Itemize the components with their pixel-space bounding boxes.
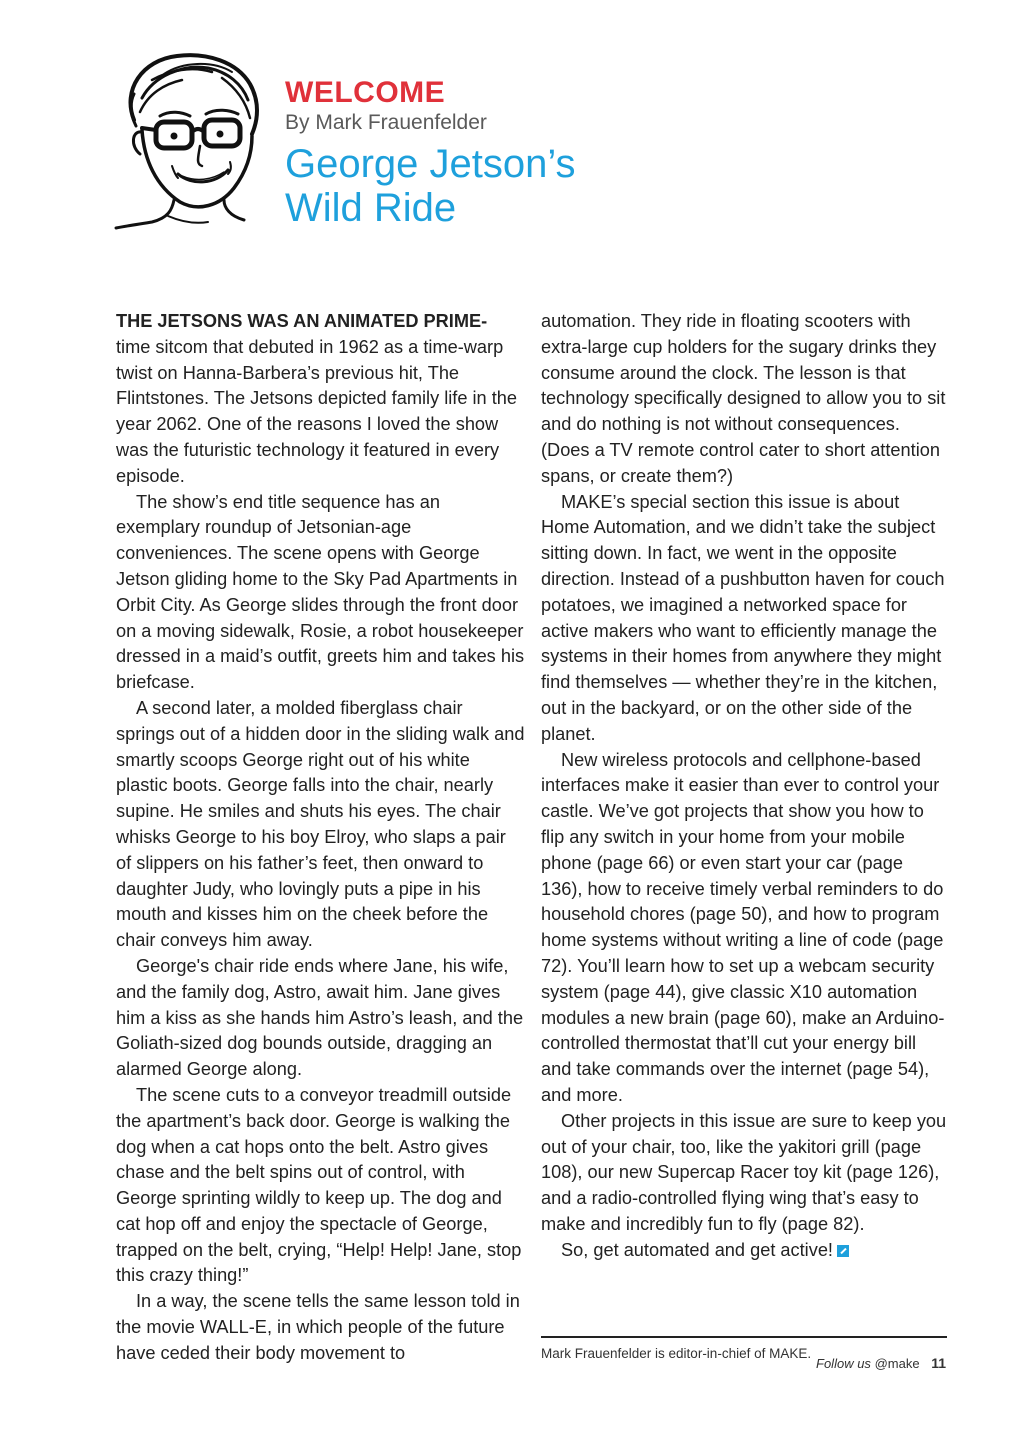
paragraph: George's chair ride ends where Jane, his wife, and the family dog, Astro, await him. Jane gives him a kiss as she hands him Astro’s leash, and the Goliath-sized dog bounds outside, dragging an alarmed George along. xyxy=(116,955,524,1080)
paragraph-text: time sitcom that debuted in 1962 as a time-warp twist on Hanna-Barbera’s previous hit, The Flintstones. The Jetsons depicted family life in the year 2062. One of the reasons I loved the show was the futuristic technology it featured in every episode. xyxy=(116,336,518,486)
social-handle[interactable]: @make xyxy=(874,1356,920,1371)
paragraph: The show’s end title sequence has an exemplary roundup of Jetsonian-age conveniences. The scene opens with George Jetson gliding home to the Sky Pad Apartments in Orbit City. As George slides through the front door on a moving sidewalk, Rosie, a robot housekeeper dressed in a maid’s outfit, greets him and takes his briefcase. xyxy=(116,491,525,693)
paragraph-continued: automation. They ride in floating scooters with extra-large cup holders for the sugary drinks they consume around the clock. The lesson is that technology specifically designed to allow you to sit and do nothing is not without consequences. (Does a TV remote control cater to short attention spans, or create them?) xyxy=(541,311,946,486)
article-title-line-2: Wild Ride xyxy=(285,186,457,230)
paragraph-final xyxy=(541,1238,949,1264)
byline: By Mark Frauenfelder xyxy=(285,111,487,134)
paragraph: In a way, the scene tells the same lesson told in the movie WALL-E, in which people of the future have ceded their body movement to xyxy=(116,1291,520,1363)
bio-divider xyxy=(541,1336,947,1338)
paragraph: MAKE’s special section this issue is about Home Automation, and we didn’t take the subject sitting down. In fact, we went in the opposite direction. Instead of a pushbutton haven for couch potatoes, we imagined a networked space for active makers who want to efficiently manage the systems in their homes from anywhere they might find themselves — whether they’re in the kitchen, out in the backyard, or on the other side of the planet. xyxy=(541,491,945,744)
end-mark-icon xyxy=(837,1245,849,1257)
paragraph: The scene cuts to a conveyor treadmill outside the apartment’s back door. George is walking the dog when a cat hops onto the belt. Astro gives chase and the belt spins out of control, with George sprinting wildly to keep up. The dog and cat hop off and enjoy the spectacle of George, trapped on the belt, crying, “Help! Help! Jane, stop this crazy thing!” xyxy=(116,1084,522,1286)
article-header xyxy=(285,76,965,230)
article-title-line-1: George Jetson’s xyxy=(285,142,576,186)
paragraph-text: So, get automated and get active! xyxy=(561,1239,833,1260)
body-column-right xyxy=(541,309,949,1263)
author-bio: Mark Frauenfelder is editor-in-chief of MAKE. xyxy=(541,1346,812,1361)
body-column-left xyxy=(116,309,526,1367)
author-portrait-illustration xyxy=(112,50,272,230)
paragraph: New wireless protocols and cellphone-based interfaces make it easier than ever to control your castle. We’ve got projects that show you how to flip any switch in your home from your mobile phone (page 66) or even start your car (page 136), how to receive timely verbal reminders to do household chores (page 50), and how to program home systems without writing a line of code (page 72). You’ll learn how to set up a webcam security system (page 44), give classic X10 automation modules a new brain (page 60), make an Arduino-controlled thermostat that’ll cut your energy bill and take commands over the internet (page 54), and more. xyxy=(541,749,945,1105)
page-number: 11 xyxy=(931,1355,946,1371)
lead-caps: THE JETSONS WAS AN ANIMATED PRIME- xyxy=(116,311,488,331)
page-footer xyxy=(816,1355,946,1371)
paragraph-lead xyxy=(116,309,526,490)
section-label: WELCOME xyxy=(285,76,446,109)
paragraph: A second later, a molded fiberglass chair springs out of a hidden door in the sliding walk and smartly scoops George right out of his white plastic boots. George falls into the chair, nearly supine. He smiles and shuts his eyes. The chair whisks George to his boy Elroy, who slaps a pair of slippers on his father’s feet, then onward to daughter Judy, who lovingly puts a pipe in his mouth and kisses him on the cheek before the chair conveys him away. xyxy=(116,697,525,951)
article-title xyxy=(285,142,965,230)
follow-text: Follow us xyxy=(816,1356,871,1371)
paragraph: Other projects in this issue are sure to keep you out of your chair, too, like the yakitori grill (page 108), our new Supercap Racer toy kit (page 126), and a radio-controlled flying wing that’s easy to make and incredibly fun to fly (page 82). xyxy=(541,1110,947,1234)
